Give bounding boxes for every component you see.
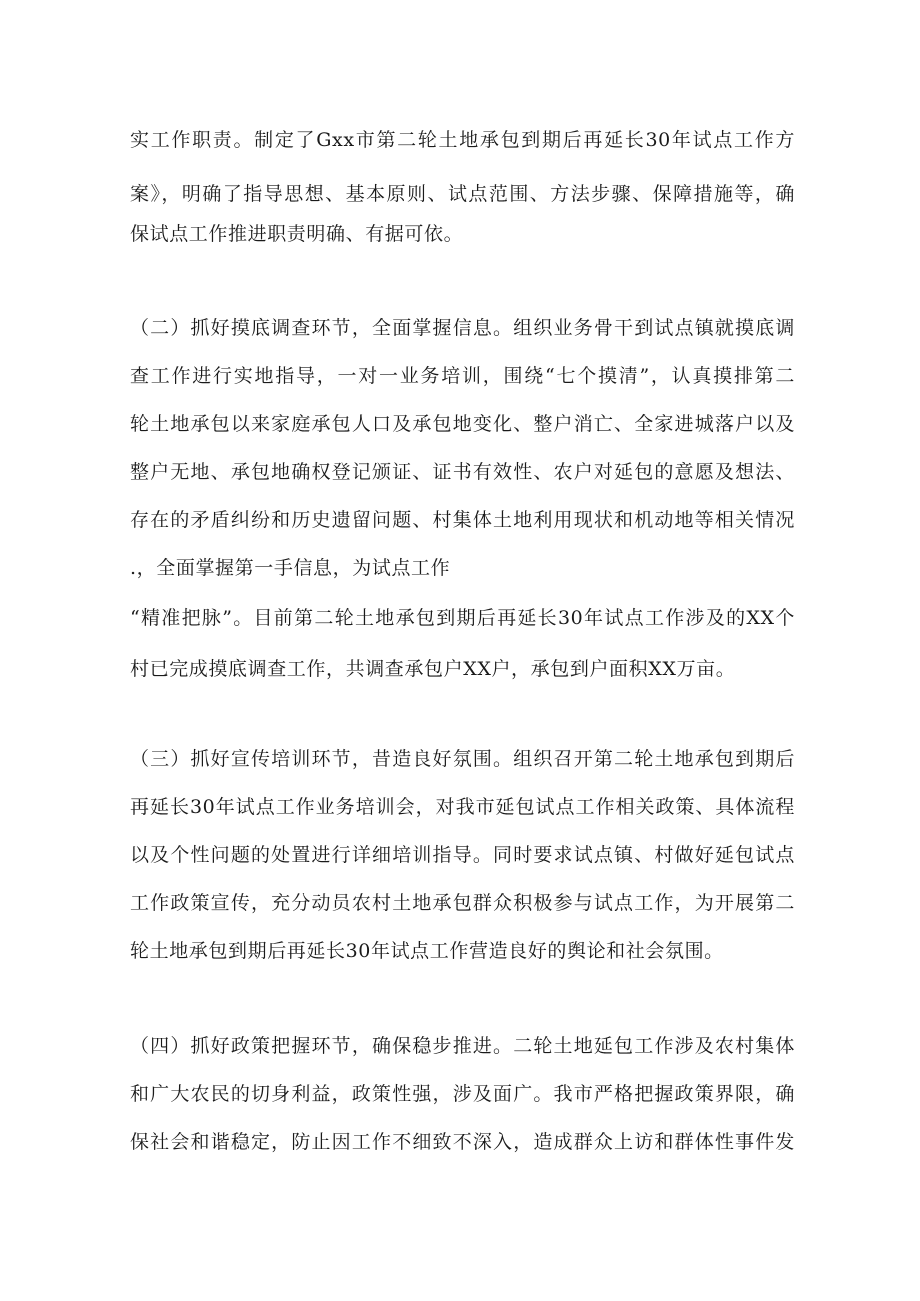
text-line: 以及个性问题的处置进行详细培训指导。同时要求试点镇、村做好延包试点 [130,844,795,866]
text-line: 实工作职责。制定了Gxx市第二轮土地承包到期后再延长30年试点工作方 [130,129,795,151]
text-line: （二）抓好摸底调查环节，全面掌握信息。组织业务骨干到试点镇就摸底调 [130,317,795,339]
text-line: 存在的矛盾纠纷和历史遗留问题、村集体土地利用现状和机动地等相关情况 [130,509,795,531]
text-line: “精准把脉”。目前第二轮土地承包到期后再延长30年试点工作涉及的XX个 [130,607,795,629]
text-line: 轮土地承包到期后再延长30年试点工作营造良好的舆论和社会氛围。 [130,940,724,962]
text-line: 村已完成摸底调查工作，共调查承包户XX户，承包到户面积XX万亩。 [130,658,736,680]
text-line: 案》，明确了指导思想、基本原则、试点范围、方法步骤、保障措施等，确 [130,183,795,205]
text-line: （四）抓好政策把握环节，确保稳步推进。二轮土地延包工作涉及农村集体 [130,1035,795,1057]
text-line: 再延长30年试点工作业务培训会，对我市延包试点工作相关政策、具体流程 [130,796,795,818]
text-line: 保试点工作推进职责明确、有据可依。 [130,223,464,245]
text-line: 轮土地承包以来家庭承包人口及承包地变化、整户消亡、全家进城落户以及 [130,413,795,435]
text-line: .，全面掌握第一手信息，为试点工作 [130,557,451,579]
text-line: 整户无地、承包地确权登记颁证、证书有效性、农户对延包的意愿及想法、 [130,461,795,483]
text-line: 和广大农民的切身利益，政策性强，涉及面广。我市严格把握政策界限，确 [130,1083,795,1105]
text-line: （三）抓好宣传培训环节，昔造良好氛围。组织召开第二轮土地承包到期后 [130,748,795,770]
text-line: 工作政策宣传，充分动员农村土地承包群众积极参与试点工作，为开展第二 [130,892,795,914]
text-line: 保社会和谐稳定，防止因工作不细致不深入，造成群众上访和群体性事件发 [130,1131,795,1153]
text-line: 查工作进行实地指导，一对一业务培训，围绕“七个摸清”，认真摸排第二 [130,365,795,387]
